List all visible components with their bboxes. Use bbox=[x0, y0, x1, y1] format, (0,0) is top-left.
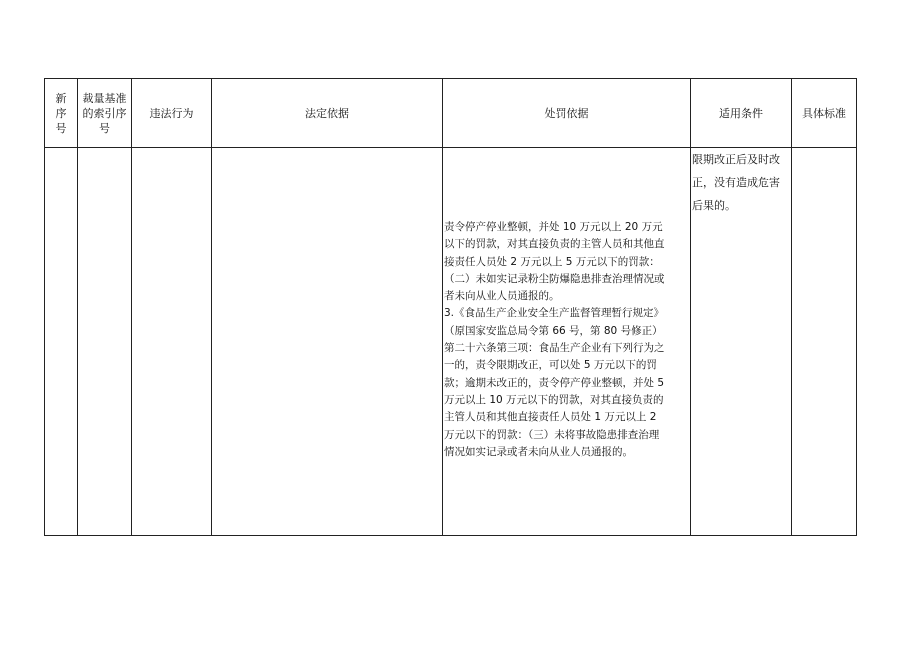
penalty-basis-line: 3.《食品生产企业安全生产监督管理暂行规定》 bbox=[444, 307, 665, 320]
header-penalty-basis: 处罚依据 bbox=[544, 106, 589, 120]
header-violation: 违法行为 bbox=[149, 106, 194, 120]
header-legal-basis: 法定依据 bbox=[305, 106, 349, 120]
penalty-basis-line: 接责任人员处 2 万元以上 5 万元以下的罚款： bbox=[444, 255, 660, 268]
conditions-line: 正，没有造成危害 bbox=[692, 176, 780, 189]
conditions-cell bbox=[692, 148, 780, 217]
header-index: 裁量基准 的索引序 号 bbox=[82, 91, 127, 135]
conditions-line: 限期改正后及时改 bbox=[692, 153, 780, 166]
penalty-basis-line: 以下的罚款，对其直接负责的主管人员和其他直 bbox=[444, 238, 665, 251]
penalty-basis-line: 款；逾期未改正的，责令停产停业整顿，并处 5 bbox=[444, 376, 665, 389]
penalty-basis-line: 主管人员和其他直接责任人员处 1 万元以上 2 bbox=[444, 411, 657, 424]
conditions-line: 后果的。 bbox=[692, 199, 736, 212]
header-conditions: 适用条件 bbox=[719, 106, 763, 120]
penalty-basis-line: 情况如实记录或者未向从业人员通报的。 bbox=[444, 445, 633, 458]
penalty-basis-line: 责令停产停业整顿，并处 10 万元以上 20 万元 bbox=[444, 221, 663, 233]
penalty-basis-line: （二）未如实记录粉尘防爆隐患排查治理情况或 bbox=[444, 272, 665, 285]
header-standard: 具体标准 bbox=[802, 106, 846, 120]
table-bottom-border bbox=[44, 535, 857, 536]
penalty-basis-line: 一的，责令限期改正，可以处 5 万元以下的罚 bbox=[444, 359, 657, 372]
penalty-basis-cell bbox=[444, 219, 665, 461]
penalty-basis-line: 万元以上 10 万元以下的罚款，对其直接负责的 bbox=[444, 393, 664, 406]
penalty-basis-line: 第二十六条第三项：食品生产企业有下列行为之 bbox=[444, 342, 665, 355]
penalty-basis-line: （原国家安监总局令第 66 号，第 80 号修正） bbox=[444, 324, 663, 337]
header-new-seq: 新 序 号 bbox=[55, 91, 67, 135]
penalty-basis-line: 万元以下的罚款：（三）未将事故隐患排查治理 bbox=[444, 428, 660, 441]
penalty-basis-line: 者未向从业人员通报的。 bbox=[444, 290, 560, 303]
